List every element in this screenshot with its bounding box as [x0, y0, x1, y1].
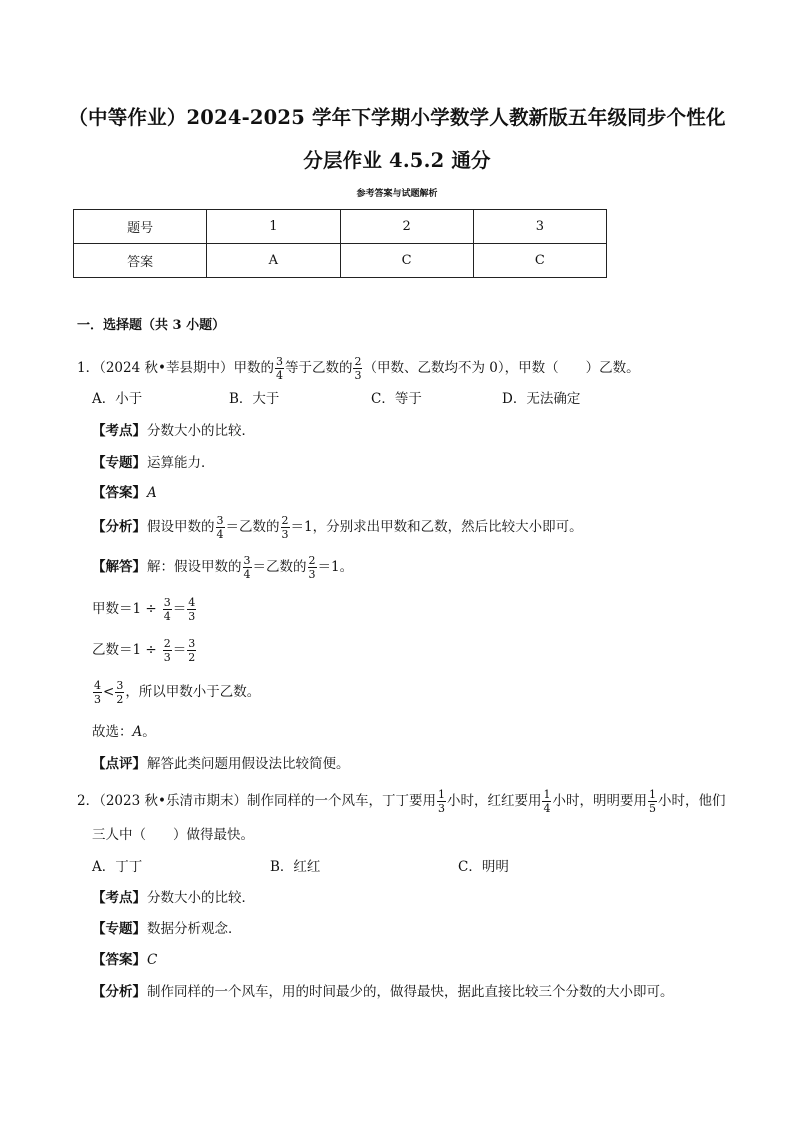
fraction: $\frac{3}{4}$ — [243, 554, 251, 581]
fenxi-text: 制作同样的一个风车，用的时间最少的，做得最快，据此直接比较三个分数的大小即可。 — [147, 984, 674, 1000]
kaodian-tag: 【考点】 — [92, 890, 146, 906]
fraction: $\frac{4}{3}$ — [94, 679, 101, 706]
guxuan-post: 。 — [142, 724, 156, 740]
fraction: $\frac{3}{2}$ — [188, 637, 196, 664]
fenxi-mid: ＝乙数的 — [225, 518, 280, 535]
calc-pre: 甲数＝1 ÷ — [92, 600, 157, 617]
compare-op: < — [103, 683, 115, 700]
fenxi-post: ＝1，分别求出甲数和乙数，然后比较大小即可。 — [290, 518, 583, 535]
kaodian-text: 分数大小的比较． — [147, 423, 255, 439]
daan-tag: 【答案】 — [92, 952, 146, 968]
document-title-line2: 分层作业 4.5.2 通分 — [303, 149, 491, 172]
fraction: $\frac{1}{4}$ — [543, 788, 551, 815]
jieda-post: ＝1。 — [317, 558, 354, 575]
table-cell: 题号 — [74, 210, 207, 244]
q1-zhuanti — [92, 457, 215, 471]
compare-post: ，所以甲数小于乙数。 — [125, 683, 261, 700]
q2-stem — [77, 789, 725, 814]
q1-stem-pre: 1．（2024 秋•莘县期中）甲数的 — [77, 359, 274, 376]
document-subtitle: 参考答案与试题解析 — [356, 189, 438, 199]
dianping-tag: 【点评】 — [92, 756, 146, 772]
fenxi-tag: 【分析】 — [92, 984, 146, 1000]
zhuanti-tag: 【专题】 — [92, 921, 146, 937]
q2-option-c: C．明明 — [458, 859, 509, 875]
table-cell: 3 — [473, 210, 606, 244]
q1-option-b: B．大于 — [229, 391, 280, 407]
q1-daan — [92, 487, 157, 501]
q2-stem-mid1: 小时，红红要用 — [446, 792, 542, 809]
q2-zhuanti — [92, 923, 242, 937]
q1-fenxi — [92, 515, 583, 540]
fraction: $\frac{3}{4}$ — [275, 355, 283, 382]
zhuanti-text: 数据分析观念． — [147, 921, 242, 937]
q2-stem-post: 小时，他们 — [657, 792, 726, 809]
fraction: $\frac{2}{3}$ — [163, 637, 171, 664]
fraction: $\frac{3}{4}$ — [216, 514, 224, 541]
calc-eq: ＝ — [172, 641, 187, 658]
fraction: $\frac{2}{3}$ — [354, 355, 362, 382]
fraction: $\frac{1}{5}$ — [648, 788, 656, 815]
q1-calc-yi — [92, 638, 197, 663]
zhuanti-tag: 【专题】 — [92, 455, 146, 471]
guxuan-value: A — [132, 724, 143, 740]
q2-option-a: A．丁丁 — [92, 859, 143, 875]
q2-option-b: B．红红 — [270, 859, 321, 875]
q2-fenxi — [92, 986, 674, 1000]
q1-compare — [92, 680, 260, 705]
section-heading: 一．选择题（共 3 小题） — [77, 318, 226, 333]
kaodian-text: 分数大小的比较． — [147, 890, 255, 906]
q1-guxuan — [92, 726, 156, 740]
q1-option-d: D．无法确定 — [502, 391, 581, 407]
q1-options — [92, 393, 580, 407]
q1-calc-jia — [92, 597, 197, 622]
daan-tag: 【答案】 — [92, 485, 146, 501]
guxuan-pre: 故选： — [92, 724, 133, 740]
calc-eq: ＝ — [172, 600, 187, 617]
table-row — [74, 244, 607, 278]
jieda-mid: ＝乙数的 — [252, 558, 307, 575]
q1-jieda — [92, 555, 353, 580]
table-cell: 1 — [207, 210, 340, 244]
table-cell: 2 — [340, 210, 473, 244]
q2-daan — [92, 954, 157, 968]
q1-option-a: A．小于 — [92, 391, 143, 407]
q1-dianping — [92, 758, 350, 772]
zhuanti-text: 运算能力． — [147, 455, 215, 471]
daan-text: C — [147, 952, 158, 968]
q1-option-c: C．等于 — [371, 391, 422, 407]
table-row — [74, 210, 607, 244]
table-cell: 答案 — [74, 244, 207, 278]
q2-kaodian — [92, 892, 255, 906]
q1-stem — [77, 356, 640, 381]
table-cell: A — [207, 244, 340, 278]
fenxi-pre: 假设甲数的 — [147, 518, 215, 535]
q2-options — [92, 861, 509, 875]
q1-stem-post: （甲数、乙数均不为 0），甲数（ ）乙数。 — [363, 359, 640, 376]
fraction: $\frac{1}{3}$ — [437, 788, 445, 815]
q2-stem-mid2: 小时，明明要用 — [552, 792, 647, 809]
q2-stem-pre: 2．（2023 秋•乐清市期末）制作同样的一个风车，丁丁要用 — [77, 792, 436, 809]
document-title: （中等作业）2024-2025 学年下学期小学数学人教新版五年级同步个性化 — [68, 106, 726, 129]
fraction: $\frac{4}{3}$ — [188, 596, 196, 623]
q1-kaodian — [92, 425, 255, 439]
fraction: $\frac{2}{3}$ — [281, 514, 289, 541]
table-cell: C — [473, 244, 606, 278]
answer-table — [73, 209, 607, 278]
fenxi-tag: 【分析】 — [92, 518, 146, 535]
daan-text: A — [147, 485, 157, 501]
fraction: $\frac{2}{3}$ — [308, 554, 316, 581]
jieda-pre: 解：假设甲数的 — [147, 558, 242, 575]
q2-stem-line2: 三人中（ ）做得最快。 — [92, 827, 254, 843]
q1-stem-mid: 等于乙数的 — [284, 359, 353, 376]
jieda-tag: 【解答】 — [92, 558, 146, 575]
dianping-text: 解答此类问题用假设法比较简便。 — [147, 756, 350, 772]
fraction: $\frac{3}{2}$ — [116, 679, 124, 706]
kaodian-tag: 【考点】 — [92, 423, 146, 439]
table-cell: C — [340, 244, 473, 278]
calc-pre: 乙数＝1 ÷ — [92, 641, 157, 658]
fraction: $\frac{3}{4}$ — [163, 596, 171, 623]
